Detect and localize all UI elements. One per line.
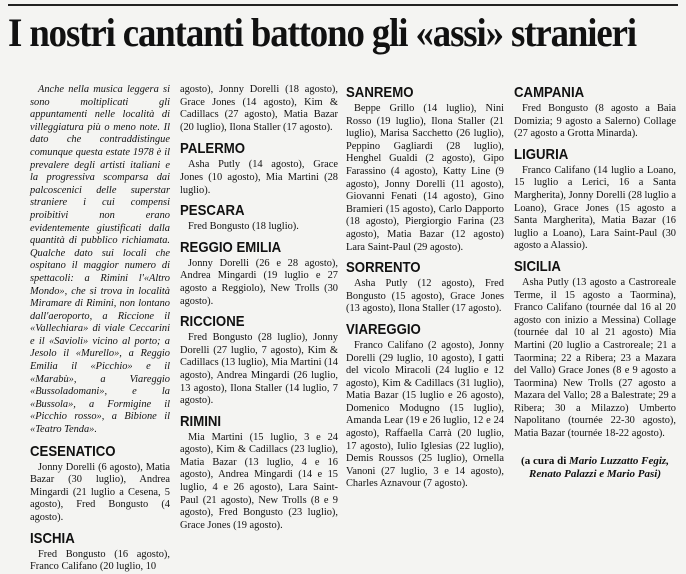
section-title: LIGURIA [514,145,569,163]
section-title: REGGIO EMILIA [180,238,282,256]
top-rule [8,4,678,6]
section-body: Fred Bongusto (18 luglio). [188,221,299,233]
section-body: Franco Califano (14 luglio a Loano, 15 luglio a Lerici, 16 a Santa Margherita), Jonny Dorelli (28 luglio a Loano), Grace Jones (15 agosto a Santa Margherita), Matia Bazar (16 luglio a Loano), Lara Saint-Paul (30 agosto a Alassio). [514,164,676,252]
section-title: CAMPANIA [514,84,585,101]
credit-prefix: (a cura di [521,454,567,467]
section-rimini [180,413,338,533]
section-body: Asha Putly (14 agosto), Grace Jones (10 agosto), Mia Martini (28 luglio). [180,159,338,196]
ischia-continuation: agosto), Jonny Dorelli (18 agosto), Grace Jones (14 agosto), Kim & Cadillacs (27 agosto), Matia Bazar (20 luglio), Ilona Staller (17 agosto). [180,84,338,133]
section-campania [514,84,676,141]
section-body: Fred Bongusto (28 luglio), Jonny Dorelli (27 luglio, 7 agosto), Kim & Cadillacs (13 luglio), Mia Martini (14 agosto), Andrea Mingardi (26 luglio, 13 agosto), Ilona Staller (14 luglio, 7 agosto). [180,332,338,407]
section-title: CESENATICO [30,442,116,460]
credit-names: Mario Luzzatto Fegiz, Renato Palazzi e Mario Pasi) [528,454,669,480]
author-credit [514,455,676,481]
section-title: ISCHIA [30,529,75,547]
section-title: SICILIA [514,257,561,275]
section-body: Fred Bongusto (16 agosto), Franco Califano (20 luglio, 10 [30,548,170,573]
section-cesenatico [30,443,170,525]
section-title: PALERMO [180,140,246,158]
section-title: RIMINI [180,412,222,430]
section-body: Beppe Grillo (14 luglio), Nini Rosso (19 luglio), Ilona Staller (21 luglio), Marisa Sacchetto (26 luglio), Peppino Gagliardi (28 luglio), Henghel Gualdi (2 agosto), Gipo Farassino (4 agosto), Katty Line (9 agosto), Jonny Dorelli (11 agosto), Giovanni Fenati (14 agosto), Gino Bramieri (15 agosto), Carlo Dapporto (18 agosto), Piergiorgio Farina (23 agosto), Matia Bazar (12 agosto) Lara Saint-Paul (29 agosto). [346,103,504,253]
column-4 [514,84,676,539]
section-ischia [30,530,170,574]
intro-paragraph: Anche nella musica leggera si sono moltiplicati gli appuntamenti nelle località di villeggiatura più o meno note. Il dato che contraddistingue comunque questa estate 1978 è il prevalere degli artisti italiani e la progressiva scomparsa dai palcoscenici delle superstar straniere i cui compensi proibitivi non erano evidentemente giustificati dalla quantità di pubblico richiamata. Qualche dato sui locali che ospitano il maggior numero di spettacoli: a Rimini l'«Altro Mondo», che si trova in località Miramare di Rimini, non lontano dall'aeroporto, a Riccione il «Vallechiara» di viale Ceccarini e il «Savioli» vicino al porto; a Jesolo il «Murello», a Reggio Emilia il «Picchio» e il «Marabù», a Viareggio «Bussoladomani», e la «Bussola», a Formigine il «Picchio rosso», a Bibione il «Teatro Tenda». [30,84,170,436]
section-reggio-emilia [180,239,338,308]
section-title: SORRENTO [346,259,421,277]
section-sorrento [346,259,504,316]
section-liguria [514,146,676,253]
section-sicilia [514,258,676,441]
headline: I nostri cantanti battono gli «assi» stranieri [8,10,636,55]
column-2 [180,84,338,539]
section-body: Asha Putly (12 agosto), Fred Bongusto (15 agosto), Grace Jones (13 agosto), Ilona Staller (17 agosto). [346,278,504,315]
section-title: PESCARA [180,202,245,220]
column-1 [30,84,170,573]
section-title: SANREMO [346,84,414,101]
section-body: Fred Bongusto (8 agosto a Baia Domizia; 9 agosto a Salerno) Collage (27 agosto a Grotta Minarda). [514,103,676,140]
section-body: Jonny Dorelli (26 e 28 agosto), Andrea Mingardi (19 luglio e 27 agosto a Reggiolo), New Trolls (30 agosto). [180,257,338,307]
section-viareggio [346,321,504,491]
section-body: Jonny Dorelli (6 agosto), Matia Bazar (30 luglio), Andrea Mingardi (21 luglio a Cesena, 5 agosto), Fred Bongusto (4 agosto). [30,461,170,523]
section-body: Mia Martini (15 luglio, 3 e 24 agosto), Kim & Cadillacs (23 luglio), Matia Bazar (13 luglio, 4 e 16 agosto), Andrea Mingardi (14 e 15 luglio, 4 e 26 agosto), Lara Saint-Paul (21 agosto), New Trolls (8 e 9 agosto), Fred Bongusto (23 luglio), Grace Jones (19 agosto). [180,431,338,531]
section-body: Franco Califano (2 agosto), Jonny Dorelli (29 luglio, 10 agosto), I gatti del vicolo Miracoli (24 luglio e 12 agosto), Kim & Cadillacs (31 luglio), Matia Bazar (15 luglio e 26 agosto), Domenico Modugno (15 luglio), Amanda Lear (19 e 26 luglio, 12 e 24 agosto), Raffaella Carrà (20 luglio, 17 agosto), Iulio Iglesias (22 luglio), Demis Roussos (25 luglio), Ornella Vanoni (27 luglio, 3 e 14 agosto), Charles Aznavour (7 agosto). [346,339,504,490]
section-palermo [180,140,338,197]
section-title: RICCIONE [180,313,245,331]
section-sanremo [346,84,504,254]
section-title: VIAREGGIO [346,320,421,338]
column-3 [346,84,504,539]
section-body: Asha Putly (13 agosto a Castroreale Terme, il 15 agosto a Taormina), Franco Califano (tournée dal 16 al 20 agosto con inizio a Messina) Collage (tournée dal 10 al 21 agosto) Mia Martini (20 luglio a Castroreale; 21 a Taormina; 22 a Ribera; 23 a Mazara del Vallo) Grace Jones (8 e 9 agosto a Taormina) New Trolls (27 agosto a Mazara del Vallo; 28 a Balestrate; 29 a Ribera; 30 a Milazzo) Umberto Napolitano (tournée 22-30 agosto), Matia Bazar (tournée 18-22 agosto). [514,276,676,440]
section-pescara [180,202,338,234]
section-riccione [180,313,338,408]
